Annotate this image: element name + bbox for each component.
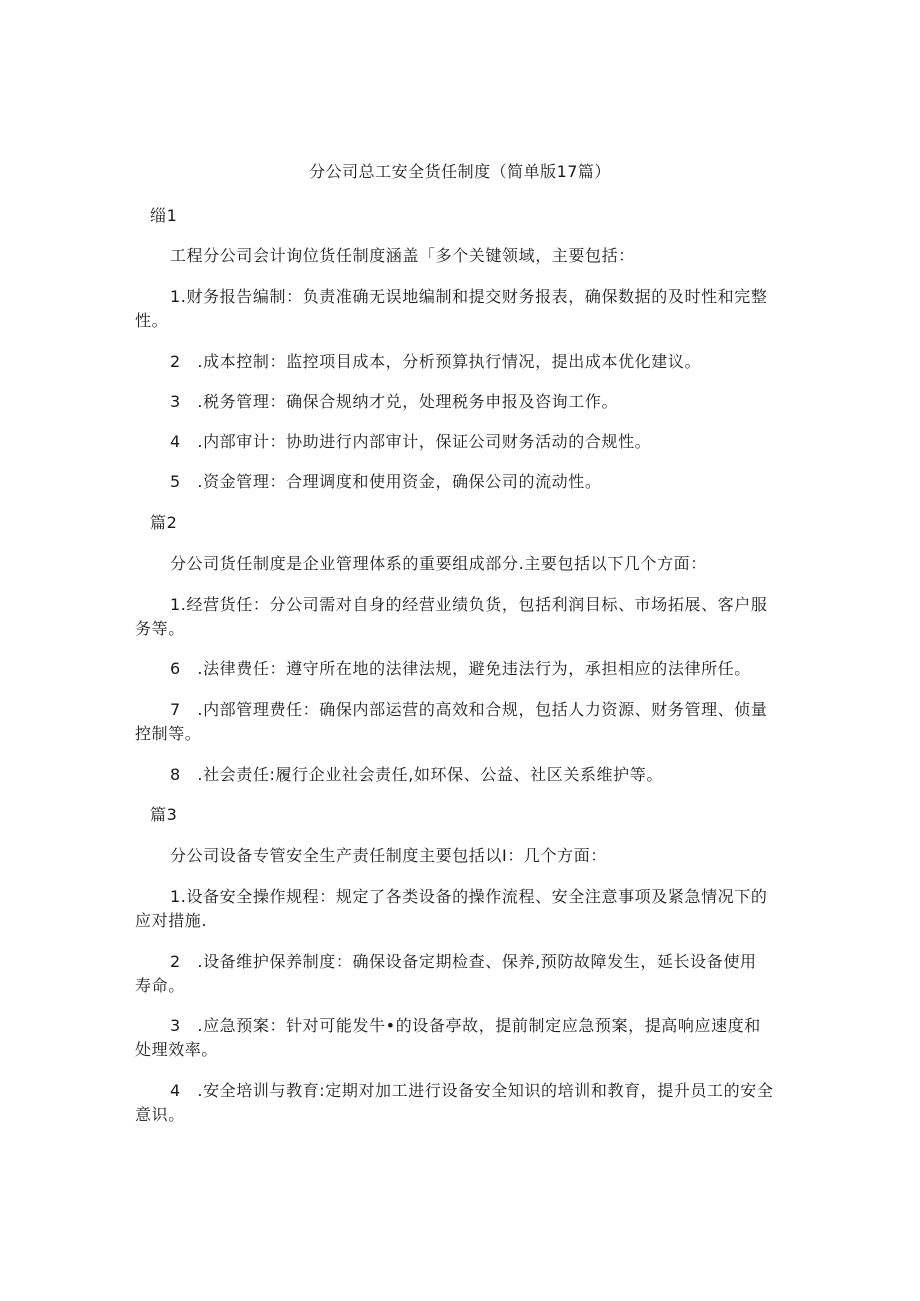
list-item-continuation: 务等。 [135, 619, 185, 638]
section-heading: 缁1 [150, 206, 178, 225]
list-item-continuation: 控制等。 [135, 724, 202, 743]
section-intro: 分公司货任制度是企业管理体系的重要组成部分.主要包括以下几个方面： [170, 554, 707, 573]
list-item: 3 .应急预案：针对可能发牛•的设备亭故，提前制定应急预案，提高响应速度和 [170, 1016, 761, 1035]
list-item: 5 .资金管理：合理调度和使用资金，确保公司的流动性。 [170, 472, 602, 491]
section-intro: 分公司设备专管安全生产责任制度主要包括以I：几个方面： [170, 846, 607, 865]
list-item-continuation: 寿命。 [135, 976, 185, 995]
section-heading: 篇3 [150, 805, 178, 824]
list-item: 1.设备安全操作规程：规定了各类设备的操作流程、安全注意事项及紧急情况下的 [170, 887, 768, 906]
list-item-continuation: 性。 [135, 311, 169, 330]
section-intro: 工程分公司会计询位货任制度涵盖「多个关键领域，主要包括： [170, 246, 635, 265]
section-heading: 篇2 [150, 513, 178, 532]
list-item: 3 .税务管理：确保合规纳才兑，处理税务申报及咨询工作。 [170, 392, 619, 411]
list-item-continuation: 应对措施. [135, 911, 208, 930]
list-item: 8 .社会责任:履行企业社会责任,如环保、公益、社区关系维护等。 [170, 765, 663, 784]
list-item: 2 .设备维护保养制度：确保设备定期检查、保养,预防故障发生，延长设备使用 [170, 952, 757, 971]
list-item: 1.财务报告编制：负责准确无误地编制和提交财务报表，确保数据的及时性和完整 [170, 287, 768, 306]
list-item: 7 .内部管理费任：确保内部运营的高效和合规，包括人力资源、财务管理、侦量 [170, 700, 768, 719]
document-title: 分公司总工安全货任制度（简单版17篇） [309, 162, 611, 181]
list-item: 4 .安全培训与教育:定期对加工进行设备安全知识的培训和教育，提升员工的安全 [170, 1081, 774, 1100]
list-item-continuation: 意识。 [135, 1105, 185, 1124]
list-item: 4 .内部审计：协助进行内部审计，保证公司财务活动的合规性。 [170, 432, 652, 451]
list-item-continuation: 处理效率。 [135, 1040, 219, 1059]
list-item: 1.经营货任：分公司需对自身的经营业绩负货，包括利润目标、市场拓展、客户服 [170, 595, 768, 614]
list-item: 2 .成本控制：监控项目成本，分析预算执行情况，提出成本优化建议。 [170, 352, 702, 371]
list-item: 6 .法律费任：遵守所在地的法律法规，避免违法行为，承担相应的法律所任。 [170, 659, 751, 678]
